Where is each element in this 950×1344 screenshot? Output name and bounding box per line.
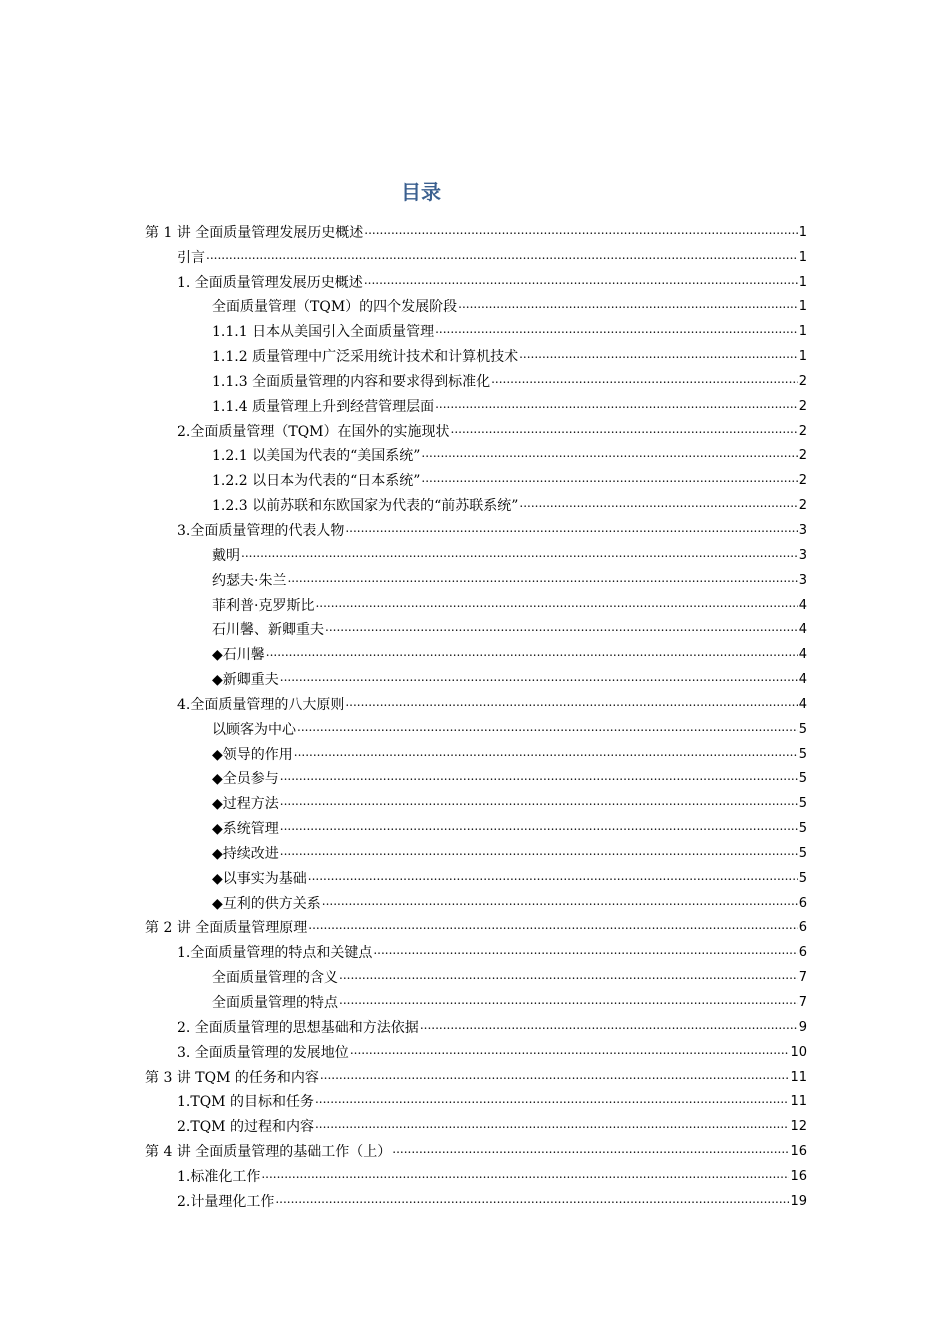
toc-entry[interactable] [145,1087,807,1112]
toc-leader-dots [519,494,797,512]
toc-entry[interactable] [145,1037,807,1062]
toc-entry-text: ◆领导的作用 [212,746,293,763]
toc-entry[interactable] [145,490,807,515]
toc-leader-dots [297,718,798,736]
toc-entry[interactable] [145,838,807,863]
toc-leader-dots [241,544,798,562]
toc-leader-dots [345,693,797,711]
toc-page-number: 7 [798,970,807,986]
toc-entry-text: 1.2.1 以美国为代表的“美国系统” [212,448,421,465]
toc-entry[interactable] [145,739,807,764]
toc-entry[interactable] [145,292,807,317]
toc-leader-dots [315,594,797,612]
toc-entry[interactable] [145,664,807,689]
toc-entry-text: 第 1 讲 全面质量管理发展历史概述 [145,224,364,241]
toc-page-number: 11 [790,1094,807,1110]
toc-entry-text: 4.全面质量管理的八大原则 [177,696,345,713]
toc-page-number: 2 [798,448,807,464]
toc-entry[interactable] [145,565,807,590]
toc-entry[interactable] [145,540,807,565]
toc-entry-text: 2.TQM 的过程和内容 [177,1119,314,1136]
toc-entry[interactable] [145,441,807,466]
toc-leader-dots [339,991,798,1009]
toc-entry[interactable] [145,1062,807,1087]
toc-entry[interactable] [145,937,807,962]
toc-page-number: 5 [798,821,807,837]
toc-entry-text: ◆互利的供方关系 [212,895,321,912]
toc-leader-dots [345,519,797,537]
toc-entry-text: 1.2.3 以前苏联和东欧国家为代表的“前苏联系统” [212,498,519,515]
toc-page-number: 19 [790,1193,807,1209]
toc-entry-text: 3.全面质量管理的代表人物 [177,522,345,539]
toc-page-number: 5 [798,771,807,787]
toc-page-number: 9 [798,1019,807,1035]
table-of-contents [145,217,807,1211]
toc-entry-text: 1. 全面质量管理发展历史概述 [177,274,363,291]
toc-page-number: 3 [798,572,807,588]
toc-leader-dots [308,916,797,934]
toc-page-number: 16 [790,1144,807,1160]
toc-entry[interactable] [145,515,807,540]
toc-leader-dots [308,867,798,885]
toc-entry-text: 约瑟夫·朱兰 [212,572,287,589]
toc-entry[interactable] [145,962,807,987]
toc-entry-text: 石川馨、新卿重夫 [212,622,324,639]
toc-entry-text: 1.TQM 的目标和任务 [177,1094,314,1111]
toc-entry-text: 1.1.4 质量管理上升到经营管理层面 [212,398,435,415]
toc-page-number: 2 [798,473,807,489]
toc-entry-text: ◆过程方法 [212,796,279,813]
toc-leader-dots [350,1041,790,1059]
toc-leader-dots [519,345,798,363]
toc-entry[interactable] [145,639,807,664]
toc-page-number: 1 [798,224,807,240]
toc-entry-text: 1.1.2 质量管理中广泛采用统计技术和计算机技术 [212,349,519,366]
toc-entry[interactable] [145,590,807,615]
toc-page-number: 5 [798,796,807,812]
toc-entry-text: 全面质量管理的含义 [212,970,338,987]
toc-page-number: 6 [798,895,807,911]
toc-page-number: 4 [798,672,807,688]
toc-page-number: 4 [798,647,807,663]
toc-entry-text: ◆石川馨 [212,647,265,664]
toc-leader-dots [280,792,798,810]
toc-page-number: 11 [790,1069,807,1085]
toc-leader-dots [421,469,797,487]
toc-entry-text: 第 4 讲 全面质量管理的基础工作（上） [145,1144,392,1161]
toc-page-number: 2 [798,423,807,439]
toc-entry-text: 第 2 讲 全面质量管理原理 [145,920,308,937]
toc-leader-dots [320,1066,790,1084]
toc-entry[interactable] [145,714,807,739]
toc-leader-dots [261,1165,789,1183]
toc-entry[interactable] [145,217,807,242]
toc-page-number: 1 [798,274,807,290]
toc-page-number: 4 [798,597,807,613]
toc-leader-dots [435,320,798,338]
toc-entry[interactable] [145,863,807,888]
toc-entry[interactable] [145,1111,807,1136]
toc-page-number: 2 [798,498,807,514]
page-title: 目录 [401,180,441,204]
toc-entry-text: ◆新卿重夫 [212,672,279,689]
toc-leader-dots [322,892,798,910]
toc-leader-dots [315,1090,789,1108]
toc-leader-dots [280,842,798,860]
toc-leader-dots [280,767,798,785]
toc-page-number: 4 [798,622,807,638]
toc-leader-dots [458,295,798,313]
toc-entry-text: 全面质量管理的特点 [212,995,338,1011]
toc-page-number: 1 [798,299,807,315]
toc-leader-dots [421,444,797,462]
toc-leader-dots [287,569,797,587]
toc-leader-dots [373,941,797,959]
toc-entry-text: 1.1.1 日本从美国引入全面质量管理 [212,324,435,341]
toc-leader-dots [435,395,798,413]
toc-entry[interactable] [145,913,807,938]
toc-entry[interactable] [145,316,807,341]
toc-leader-dots [451,420,798,438]
toc-entry[interactable] [145,267,807,292]
toc-entry[interactable] [145,465,807,490]
toc-page-number: 6 [798,945,807,961]
toc-page-number: 16 [790,1168,807,1184]
toc-page-number: 1 [798,349,807,365]
toc-entry[interactable] [145,689,807,714]
toc-page-number: 5 [798,746,807,762]
toc-page-number: 1 [798,324,807,340]
toc-entry-text: 以顾客为中心 [212,721,296,738]
toc-entry-text: 戴明 [212,547,240,564]
toc-page-number: 2 [798,398,807,414]
toc-entry[interactable] [145,242,807,267]
toc-page-number: 5 [798,721,807,737]
toc-entry[interactable] [145,813,807,838]
toc-leader-dots [294,743,798,761]
toc-page-number: 3 [798,522,807,538]
toc-leader-dots [392,1140,789,1158]
toc-leader-dots [206,246,798,264]
toc-entry-text: 第 3 讲 TQM 的任务和内容 [145,1069,319,1086]
toc-leader-dots [325,618,798,636]
toc-leader-dots [364,221,797,239]
toc-entry-text: 1.标准化工作 [177,1168,261,1185]
toc-entry-text: ◆持续改进 [212,845,279,862]
toc-entry-text: ◆系统管理 [212,821,279,838]
toc-leader-dots [266,643,798,661]
toc-page-number: 3 [798,547,807,563]
toc-entry-text: 全面质量管理（TQM）的四个发展阶段 [212,299,458,316]
toc-entry-text: 引言 [177,249,205,266]
toc-entry-text: 1.1.3 全面质量管理的内容和要求得到标准化 [212,373,491,390]
toc-entry[interactable] [145,788,807,813]
toc-page-number: 2 [798,373,807,389]
toc-entry[interactable] [145,1161,807,1186]
toc-page-number: 5 [798,870,807,886]
toc-entry-text: 1.2.2 以日本为代表的“日本系统” [212,473,421,490]
toc-leader-dots [275,1190,789,1208]
toc-entry-text: 2.全面质量管理（TQM）在国外的实施现状 [177,423,450,440]
toc-entry[interactable] [145,1136,807,1161]
toc-entry[interactable] [145,987,807,1012]
toc-entry[interactable] [145,615,807,640]
toc-entry-text: ◆全员参与 [212,771,279,788]
toc-entry-text: 2. 全面质量管理的思想基础和方法依据 [177,1019,419,1036]
toc-entry[interactable] [145,366,807,391]
toc-leader-dots [420,1016,798,1034]
toc-entry-text: 菲利普·克罗斯比 [212,597,315,614]
toc-entry-text: 3. 全面质量管理的发展地位 [177,1044,349,1061]
toc-leader-dots [491,370,798,388]
toc-page-number: 12 [790,1119,807,1135]
toc-page-number: 7 [798,995,807,1010]
toc-entry[interactable] [145,391,807,416]
toc-leader-dots [280,817,798,835]
toc-leader-dots [315,1115,789,1133]
toc-entry[interactable] [145,764,807,789]
toc-leader-dots [280,668,798,686]
toc-leader-dots [364,271,798,289]
toc-entry-text: ◆以事实为基础 [212,870,307,887]
toc-page-number: 5 [798,845,807,861]
toc-entry[interactable] [145,888,807,913]
toc-entry[interactable] [145,341,807,366]
toc-entry[interactable] [145,1012,807,1037]
toc-page-number: 1 [798,249,807,265]
toc-page-number: 10 [790,1044,807,1060]
toc-entry-text: 1.全面质量管理的特点和关键点 [177,945,373,962]
toc-entry-text: 2.计量理化工作 [177,1193,275,1210]
toc-leader-dots [339,966,798,984]
toc-page-number: 4 [798,696,807,712]
toc-entry[interactable] [145,416,807,441]
toc-entry[interactable] [145,1186,807,1211]
toc-page-number: 6 [798,920,807,936]
